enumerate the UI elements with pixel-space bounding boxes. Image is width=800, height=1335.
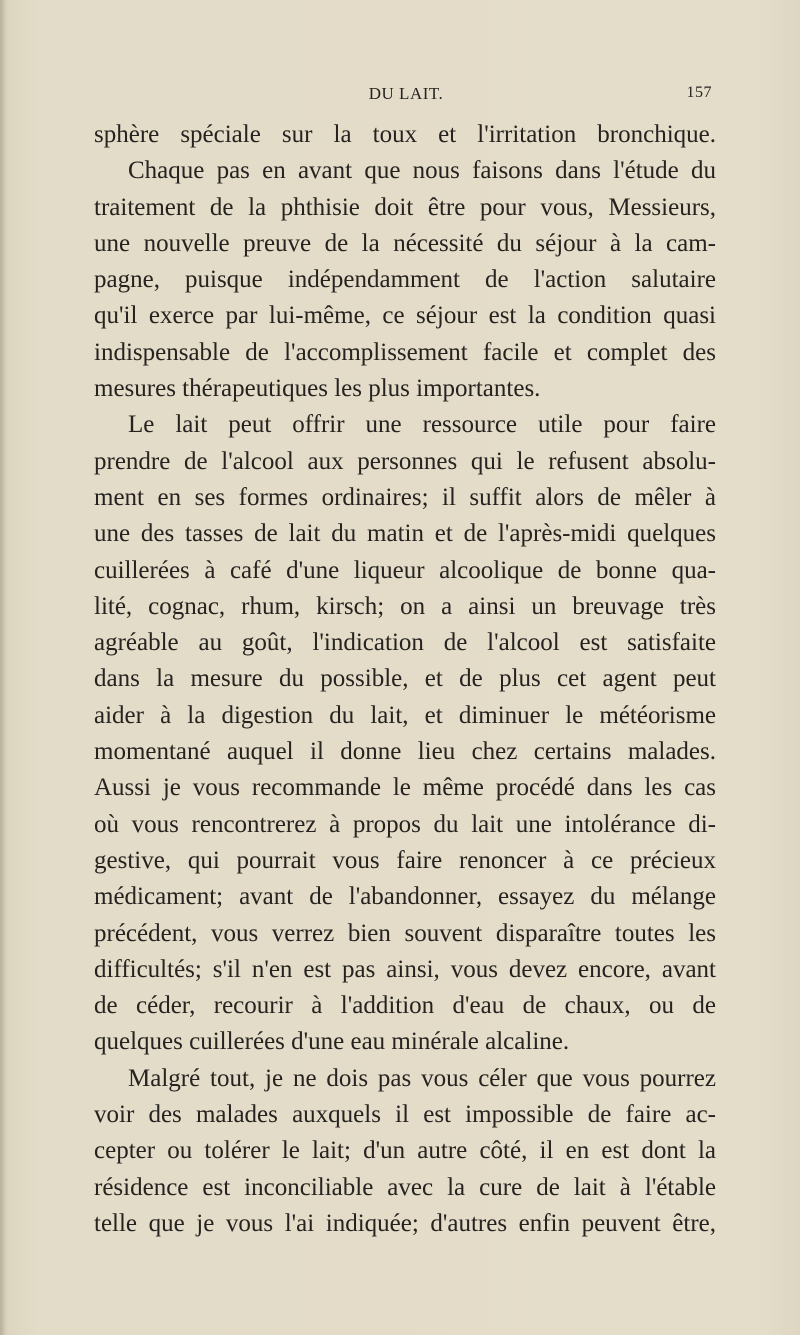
text-line: une nouvelle preuve de la nécessité du séjour à la cam- [94, 229, 716, 257]
text-line: médicament; avant de l'abandonner, essayez du mélange [94, 883, 716, 911]
text-line: cepter ou tolérer le lait; d'un autre côté, il en est dont la [94, 1137, 716, 1165]
text-line: traitement de la phthisie doit être pour vous, Messieurs, [94, 193, 716, 221]
text-line: où vous rencontrerez à propos du lait une intolérance di- [94, 810, 716, 838]
running-title: DU LAIT. [368, 84, 444, 103]
text-line: une des tasses de lait du matin et de l'après-midi quelques [94, 520, 716, 548]
text-line: agréable au goût, l'indication de l'alcool est satisfaite [94, 629, 716, 657]
page-number: 157 [686, 84, 712, 101]
text-line: mesures thérapeutiques les plus importantes. [94, 375, 541, 403]
text-line: Chaque pas en avant que nous faisons dans l'étude du [128, 157, 716, 185]
text-line: Malgré tout, je ne dois pas vous céler que vous pourrez [128, 1064, 716, 1092]
text-line: cuillerées à café d'une liqueur alcoolique de bonne qua- [94, 556, 716, 584]
text-line: gestive, qui pourrait vous faire renoncer à ce précieux [94, 846, 716, 874]
text-line: Aussi je vous recommande le même procédé dans les cas [94, 774, 716, 802]
text-line: prendre de l'alcool aux personnes qui le refusent absolu- [94, 447, 716, 475]
text-line: dans la mesure du possible, et de plus cet agent peut [94, 665, 716, 693]
text-line: sphère spéciale sur la toux et l'irritation bronchique. [94, 121, 716, 148]
text-line: quelques cuillerées d'une eau minérale alcaline. [94, 1028, 570, 1056]
page-edge-shadow [0, 0, 6, 1335]
text-line: pagne, puisque indépendamment de l'action salutaire [94, 266, 716, 294]
text-line: précédent, vous verrez bien souvent disparaître toutes les [94, 919, 716, 947]
text-line: lité, cognac, rhum, kirsch; on a ainsi un breuvage très [94, 592, 716, 620]
body-text [94, 117, 716, 1242]
text-line: voir des malades auxquels il est impossible de faire ac- [94, 1101, 716, 1129]
text-line: qu'il exerce par lui-même, ce séjour est la condition quasi [94, 302, 716, 330]
text-line: aider à la digestion du lait, et diminuer le météorisme [94, 701, 716, 729]
text-line: telle que je vous l'ai indiquée; d'autres enfin peuvent être, [94, 1209, 716, 1237]
text-line: résidence est inconciliable avec la cure de lait à l'étable [94, 1173, 716, 1201]
text-line: de céder, recourir à l'addition d'eau de chaux, ou de [94, 992, 716, 1020]
text-line: Le lait peut offrir une ressource utile pour faire [128, 411, 716, 439]
running-head [100, 84, 712, 108]
text-line: difficultés; s'il n'en est pas ainsi, vous devez encore, avant [94, 955, 716, 983]
text-line: ment en ses formes ordinaires; il suffit alors de mêler à [94, 483, 716, 511]
text-line: momentané auquel il donne lieu chez certains malades. [94, 738, 716, 766]
text-line: indispensable de l'accomplissement facile et complet des [94, 338, 716, 366]
